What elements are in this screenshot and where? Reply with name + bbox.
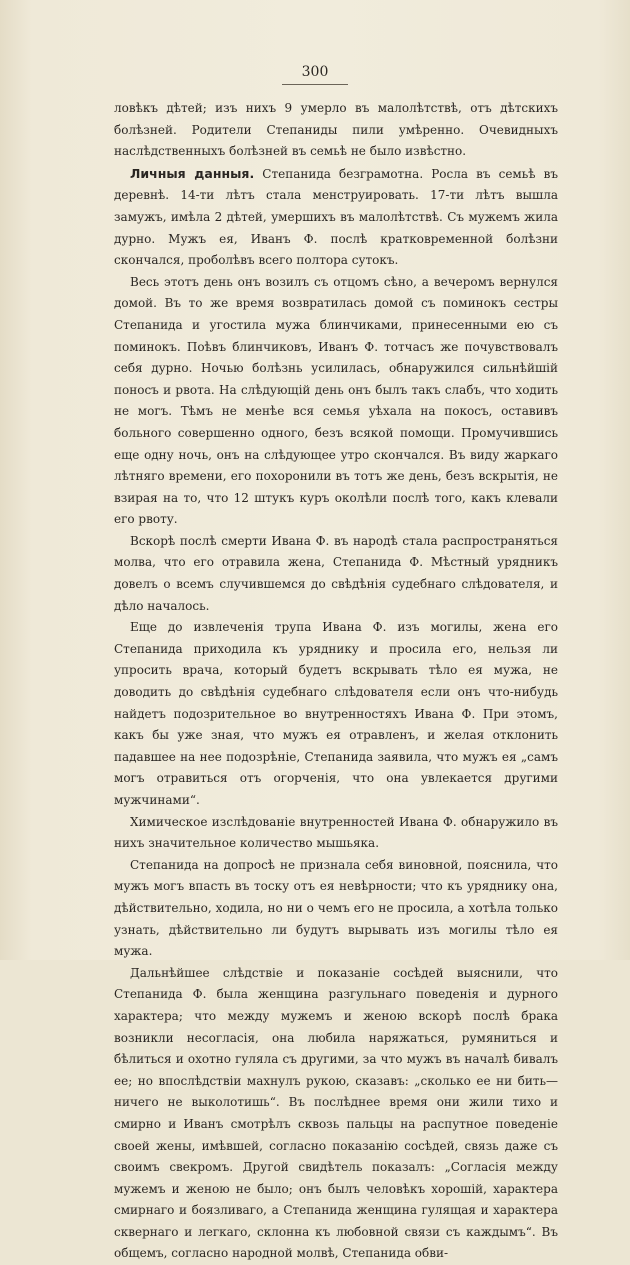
paragraph-continuation: ловѣкъ дѣтей; изъ нихъ 9 умерло въ малолѣтствѣ, отъ дѣтскихъ болѣзней. Родители Степаниды пили умѣренно. Очевидныхъ наслѣдственныхъ болѣзней въ семьѣ не было извѣстно. (114, 101, 558, 159)
paragraph-illness: Весь этотъ день онъ возилъ съ отцомъ сѣно, а вечеромъ вернулся домой. Въ то же время возвратилась домой съ поминокъ сестры Степанида и угостила мужа блинчиками, принесенными ею съ поминокъ. Поѣвъ блинчиковъ, Иванъ Ф. тотчасъ же почувствовалъ себя дурно. Ночью болѣзнь усилилась, обнаружился сильнѣйшiй поносъ и рвота. На слѣдующiй день онъ былъ такъ слабъ, что ходить не могъ. Тѣмъ не менѣе вся семья уѣхала на покосъ, оставивъ больного совершенно одного, безъ всякой помощи. Промучившись еще одну ночь, онъ на слѣдующее утро скончался. Въ виду жаркаго лѣтняго времени, его похоронили въ тотъ же день, безъ вскрытiя, не взирая на то, что 12 штукъ куръ околѣли послѣ того, какъ клевали его рвоту. (114, 274, 558, 527)
page-number: 300 (301, 64, 329, 80)
paragraph-rumor: Вскорѣ послѣ смерти Ивана Ф. въ народѣ стала распространяться молва, что его отравила жена, Степанида Ф. Мѣстный урядникъ довелъ о всемъ случившемся до свѣдѣнiя судебнаго слѣдователя, и дѣло началось. (114, 533, 558, 613)
paragraph-interrogation: Степанида на допросѣ не признала себя виновной, пояснила, что мужъ могъ впасть въ тоску отъ ея невѣрности; что къ уряднику она, дѣйствительно, ходила, но ни о чемъ его не просила, а хотѣла только узнать, дѣйствительно ли будутъ вырывать изъ могилы тѣло ея мужа. (114, 857, 558, 959)
body-text (114, 98, 558, 1265)
paragraph-exhumation: Еще до извлеченiя трупа Ивана Ф. изъ могилы, жена его Степанида приходила къ уряднику и просила его, нельзя ли упросить врача, который будетъ вскрывать тѣло ея мужа, не доводить до свѣдѣнiя судебнаго слѣдователя если онъ что-нибудь найдетъ подозрительное во внутренностяхъ Ивана Ф. При этомъ, какъ бы уже зная, что мужъ ея отравленъ, и желая отклонить падавшее на нее подозрѣнiе, Степанида заявила, что мужъ ея „самъ могъ отравиться отъ огорченiя, что она увлекается другими мужчинами“. (114, 620, 558, 807)
paragraph-chemical-analysis: Химическое изслѣдованiе внутренностей Ивана Ф. обнаружило въ нихъ значительное количество мышьяка. (114, 814, 558, 851)
paragraph-personal-data (114, 163, 558, 272)
paragraph-investigation: Дальнѣйшее слѣдствiе и показанiе сосѣдей выяснили, что Степанида Ф. была женщина разгульнаго поведенiя и дурного характера; что между мужемъ и женою вскорѣ послѣ брака возникли несогласiя, она любила наряжаться, румяниться и бѣлиться и охотно гуляла съ другими, за что мужъ въ началѣ бивалъ ее; но впослѣдствiи махнулъ рукою, сказавъ: „сколько ее ни бить—ничего не выколотишь“. Въ послѣднее время они жили тихо и смирно и Иванъ смотрѣлъ сквозь пальцы на распутное поведенiе своей жены, имѣвшей, согласно показанiю сосѣдей, связь даже съ своимъ свекромъ. Другой свидѣтель показалъ: „Согласiя между мужемъ и женою не было; онъ былъ человѣкъ хорошiй, характера смирнаго и боязливаго, а Степанида женщина гулящая и характера сквернаго и легкаго, склонна къ любовной связи съ каждымъ“. Въ общемъ, согласно народной молвѣ, Степанида обви- (114, 965, 558, 1261)
section-heading-personal-data: Личныя данныя. (130, 165, 255, 181)
page-number-rule (282, 84, 348, 85)
paragraph-personal-data-text: Степанида безграмотна. Росла въ семьѣ въ деревнѣ. 14-ти лѣтъ стала менструировать. 17-ти лѣтъ вышла замужъ, имѣла 2 дѣтей, умершихъ въ малолѣтствѣ. Съ мужемъ жила дурно. Мужъ ея, Иванъ Ф. послѣ кратковременной болѣзни скончался, проболѣвъ всего полтора сутокъ. (114, 166, 558, 268)
